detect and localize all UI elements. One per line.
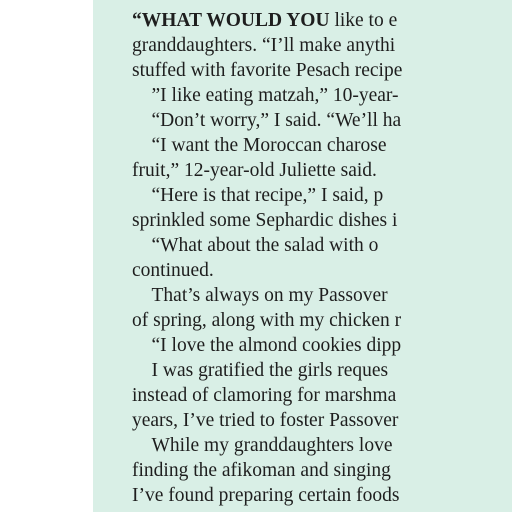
article-line-2: granddaughters. “I’ll make anythi	[132, 35, 396, 56]
page-left-margin	[0, 0, 93, 512]
article-line-18: While my granddaughters love	[132, 435, 393, 456]
article-line-13: of spring, along with my chicken r	[132, 310, 402, 331]
article-line-8: “Here is that recipe,” I said, p	[132, 185, 384, 206]
article-line-9: sprinkled some Sephardic dishes i	[132, 210, 398, 231]
lead-in: “WHAT WOULD YOU	[132, 10, 330, 31]
article-line-3: stuffed with favorite Pesach recipe	[132, 60, 403, 81]
article-line-14: “I love the almond cookies dipp	[132, 335, 402, 356]
article-line-17: years, I’ve tried to foster Passover	[132, 410, 399, 431]
article-line-12: That’s always on my Passover	[132, 285, 388, 306]
article-line-16: instead of clamoring for marshma	[132, 385, 397, 406]
article-line-15: I was gratified the girls reques	[132, 360, 389, 381]
article-line-1	[132, 8, 512, 33]
article-line-6: “I want the Moroccan charose	[132, 135, 387, 156]
article-line-5: “Don’t worry,” I said. “We’ll ha	[132, 110, 402, 131]
article-body	[132, 8, 512, 508]
article-line-10: “What about the salad with o	[132, 235, 379, 256]
article-line-text: like to e	[329, 10, 398, 31]
article-line-7: fruit,” 12-year-old Juliette said.	[132, 160, 377, 181]
article-line-4: ”I like eating matzah,” 10-year-	[132, 85, 399, 106]
article-line-20: I’ve found preparing certain foods	[132, 485, 400, 506]
article-line-19: finding the afikoman and singing	[132, 460, 391, 481]
article-line-11: continued.	[132, 260, 214, 281]
